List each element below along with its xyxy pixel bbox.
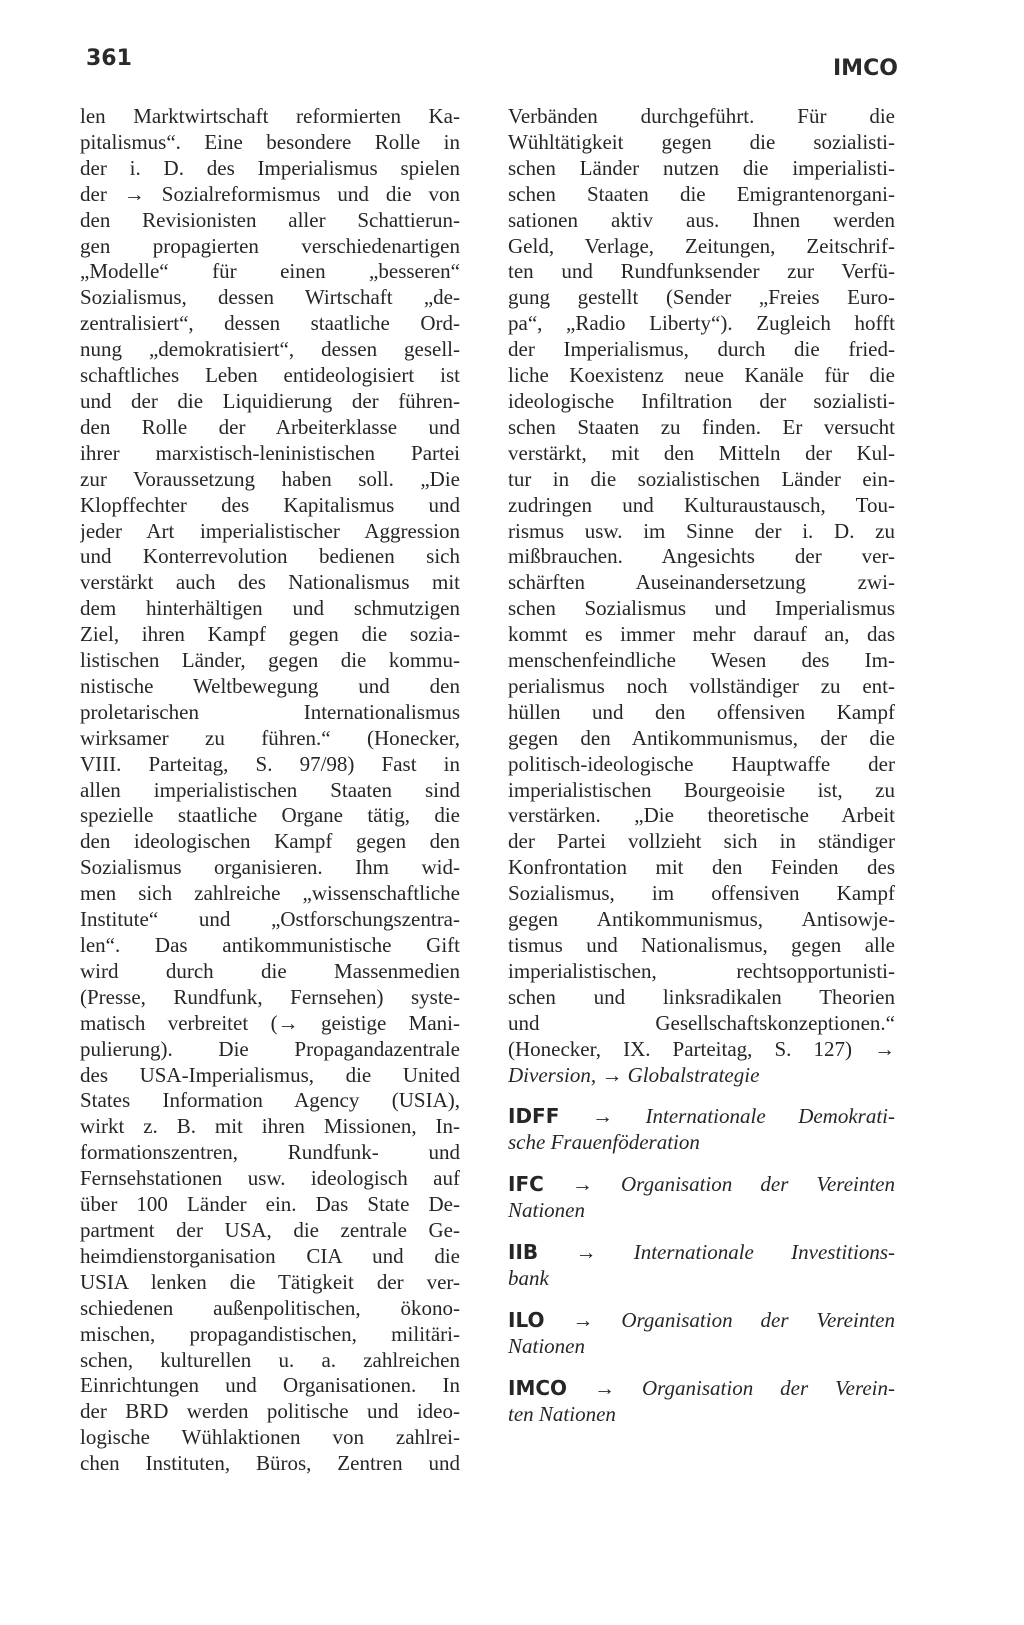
text-line: verstärken. „Die theoretische Arbeit xyxy=(508,803,895,828)
entry-line xyxy=(508,1104,895,1130)
text-line: imperialistischen, rechtsopportunisti- xyxy=(508,958,895,983)
entry-ilo xyxy=(508,1308,895,1360)
text-line: len“. Das antikommunistische Gift xyxy=(80,933,460,957)
text-line: rismus usw. im Sinne der i. D. zu xyxy=(508,518,895,543)
text-line: pitalismus“. Eine besondere Rolle in xyxy=(80,129,460,154)
text-line: jeder Art imperialistischer Aggression xyxy=(80,518,460,543)
text-line: wirksamer zu führen.“ (Honecker, xyxy=(80,725,460,750)
text-line: Geld, Verlage, Zeitungen, Zeitschrif- xyxy=(508,233,895,258)
text-line: der i. D. des Imperialismus spielen xyxy=(80,155,460,180)
text-line: menschenfeindliche Wesen des Im- xyxy=(508,648,895,673)
text-line: der → Sozialreformismus und die von xyxy=(80,181,460,206)
text-line: wirkt z. B. mit ihren Missionen, In- xyxy=(80,1114,460,1139)
page-number: 361 xyxy=(86,46,132,71)
entry-reference: → Internationale Investitions- xyxy=(575,1240,895,1265)
entry-keyword: IMCO xyxy=(508,1375,568,1400)
text-line: USIA lenken die Tätigkeit der ver- xyxy=(80,1269,460,1294)
entry-idff xyxy=(508,1104,895,1156)
text-line: Ziel, ihren Kampf gegen die sozia- xyxy=(80,622,460,647)
text-line: nung „demokratisiert“, dessen gesell- xyxy=(80,337,460,362)
text-line: Einrichtungen und Organisationen. In xyxy=(80,1373,460,1398)
text-line: mißbrauchen. Angesichts der ver- xyxy=(508,544,895,569)
entry-ifc xyxy=(508,1172,895,1224)
entry-line xyxy=(508,1376,895,1402)
text-line: und der die Liquidierung der führen- xyxy=(80,388,460,413)
text-line: (Presse, Rundfunk, Fernsehen) syste- xyxy=(80,984,460,1009)
entry-line xyxy=(508,1172,895,1198)
text-line: perialismus noch vollständiger zu ent- xyxy=(508,673,895,698)
entry-reference: → Organisation der Vereinten xyxy=(571,1172,895,1197)
text-line: gegen Antikommunismus, Antisowje- xyxy=(508,907,895,932)
entry-line xyxy=(508,1308,895,1334)
text-line: schen Staaten die Emigrantenorgani- xyxy=(508,181,895,206)
entry-line xyxy=(508,1240,895,1266)
entry-continuation: bank xyxy=(508,1265,549,1290)
text-line: chen Instituten, Büros, Zentren und xyxy=(80,1451,460,1476)
text-line: den ideologischen Kampf gegen den xyxy=(80,829,460,854)
text-line: zentralisiert“, dessen staatliche Ord- xyxy=(80,311,460,336)
text-line: tismus und Nationalismus, gegen alle xyxy=(508,933,895,957)
text-line: men sich zahlreiche „wissenschaftliche xyxy=(80,881,460,906)
text-line: wird durch die Massenmedien xyxy=(80,958,460,983)
text-line: Fernsehstationen usw. ideologisch auf xyxy=(80,1166,460,1191)
text-line: des USA-Imperialismus, die United xyxy=(80,1062,460,1087)
entry-continuation: Nationen xyxy=(508,1198,585,1223)
text-line: zudringen und Kulturaustausch, Tou- xyxy=(508,492,895,517)
text-line: gung gestellt (Sender „Freies Euro- xyxy=(508,285,895,310)
text-line: ten und Rundfunksender zur Verfü- xyxy=(508,259,895,284)
text-line: Institute“ und „Ostforschungszentra- xyxy=(80,907,460,932)
text-line: sationen aktiv aus. Ihnen werden xyxy=(508,207,895,232)
text-line: gegen den Antikommunismus, der die xyxy=(508,725,895,750)
left-column xyxy=(80,104,460,1477)
text-line: Sozialismus, dessen Wirtschaft „de- xyxy=(80,285,460,310)
text-line: der Imperialismus, durch die fried- xyxy=(508,337,895,362)
text-line: ihrer marxistisch-leninistischen Partei xyxy=(80,440,460,465)
text-line: logische Wühlaktionen von zahlrei- xyxy=(80,1425,460,1450)
text-line: schen Sozialismus und Imperialismus xyxy=(508,596,895,621)
text-line: Diversion, → Globalstrategie xyxy=(508,1062,760,1087)
text-line: gen propagierten verschiedenartigen xyxy=(80,233,460,258)
text-line: Klopffechter des Kapitalismus und xyxy=(80,492,460,517)
text-line: formationszentren, Rundfunk- und xyxy=(80,1140,460,1165)
entry-reference: → Organisation der Verein- xyxy=(594,1375,895,1400)
entry-continuation: ten Nationen xyxy=(508,1401,616,1426)
text-line: verstärkt auch des Nationalismus mit xyxy=(80,570,460,595)
entry-keyword: IDFF xyxy=(508,1104,560,1129)
text-line: der BRD werden politische und ideo- xyxy=(80,1399,460,1424)
text-line: mischen, propagandistischen, militäri- xyxy=(80,1321,460,1346)
text-line: schen, kulturellen u. a. zahlreichen xyxy=(80,1347,460,1372)
entry-imco xyxy=(508,1376,895,1428)
text-line: den Rolle der Arbeiterklasse und xyxy=(80,414,460,439)
right-column xyxy=(508,104,895,1428)
text-line: verstärkt, mit den Mitteln der Kul- xyxy=(508,440,895,465)
entry-iib xyxy=(508,1240,895,1292)
text-line: pa“, „Radio Liberty“). Zugleich hofft xyxy=(508,311,895,336)
text-line: schen Staaten zu finden. Er versucht xyxy=(508,414,895,439)
text-line: der Partei vollzieht sich in ständiger xyxy=(508,829,895,854)
text-line: ideologische Infiltration der sozialisti- xyxy=(508,388,895,413)
text-line: Sozialismus, im offensiven Kampf xyxy=(508,881,895,906)
text-line: schen Länder nutzen die imperialisti- xyxy=(508,155,895,180)
text-line: VIII. Parteitag, S. 97/98) Fast in xyxy=(80,751,460,776)
entry-keyword: ILO xyxy=(508,1307,545,1332)
text-line: politisch-ideologische Hauptwaffe der xyxy=(508,751,895,776)
text-line: len Marktwirtschaft reformierten Ka- xyxy=(80,104,460,128)
text-line: (Honecker, IX. Parteitag, S. 127) → xyxy=(508,1036,895,1061)
text-line: liche Koexistenz neue Kanäle für die xyxy=(508,363,895,388)
text-line: pulierung). Die Propagandazentrale xyxy=(80,1036,460,1061)
entry-reference: → Organisation der Vereinten xyxy=(572,1307,895,1332)
text-line: tur in die sozialistischen Länder ein- xyxy=(508,466,895,491)
text-line: zur Voraussetzung haben soll. „Die xyxy=(80,466,460,491)
text-line: schärften Auseinandersetzung zwi- xyxy=(508,570,895,595)
text-line: kommt es immer mehr darauf an, das xyxy=(508,622,895,647)
text-line: allen imperialistischen Staaten sind xyxy=(80,777,460,802)
text-line: „Modelle“ für einen „besseren“ xyxy=(80,259,460,284)
entry-continuation: Nationen xyxy=(508,1333,585,1358)
text-line: Konfrontation mit den Feinden des xyxy=(508,855,895,880)
entry-keyword: IFC xyxy=(508,1172,544,1197)
text-line: spezielle staatliche Organe tätig, die xyxy=(80,803,460,828)
text-line: nistische Weltbewegung und den xyxy=(80,673,460,698)
text-line: proletarischen Internationalismus xyxy=(80,699,460,724)
entry-keyword: IIB xyxy=(508,1240,539,1265)
text-line: imperialistischen Bourgeoisie ist, zu xyxy=(508,777,895,802)
text-line: und Konterrevolution bedienen sich xyxy=(80,544,460,569)
text-line: über 100 Länder ein. Das State De- xyxy=(80,1192,460,1217)
text-line: schen und linksradikalen Theorien xyxy=(508,984,895,1009)
text-line: Sozialismus organisieren. Ihm wid- xyxy=(80,855,460,880)
text-line: dem hinterhältigen und schmutzigen xyxy=(80,596,460,621)
text-line: listischen Länder, gegen die kommu- xyxy=(80,648,460,673)
text-line: Wühltätigkeit gegen die sozialisti- xyxy=(508,129,895,154)
text-line: und Gesellschaftskonzeptionen.“ xyxy=(508,1010,895,1035)
running-head: IMCO xyxy=(833,56,898,81)
text-line: partment der USA, die zentrale Ge- xyxy=(80,1217,460,1242)
text-line: heimdienstorganisation CIA und die xyxy=(80,1243,460,1268)
text-line: Verbänden durchgeführt. Für die xyxy=(508,104,895,128)
text-line: schiedenen außenpolitischen, ökono- xyxy=(80,1295,460,1320)
text-line: matisch verbreitet (→ geistige Mani- xyxy=(80,1010,460,1035)
text-line: States Information Agency (USIA), xyxy=(80,1088,460,1113)
entry-reference: → Internationale Demokrati- xyxy=(591,1104,895,1129)
text-line: den Revisionisten aller Schattierun- xyxy=(80,207,460,232)
entry-continuation: sche Frauenföderation xyxy=(508,1130,700,1155)
text-line: hüllen und den offensiven Kampf xyxy=(508,699,895,724)
text-line: schaftliches Leben entideologisiert ist xyxy=(80,363,460,388)
